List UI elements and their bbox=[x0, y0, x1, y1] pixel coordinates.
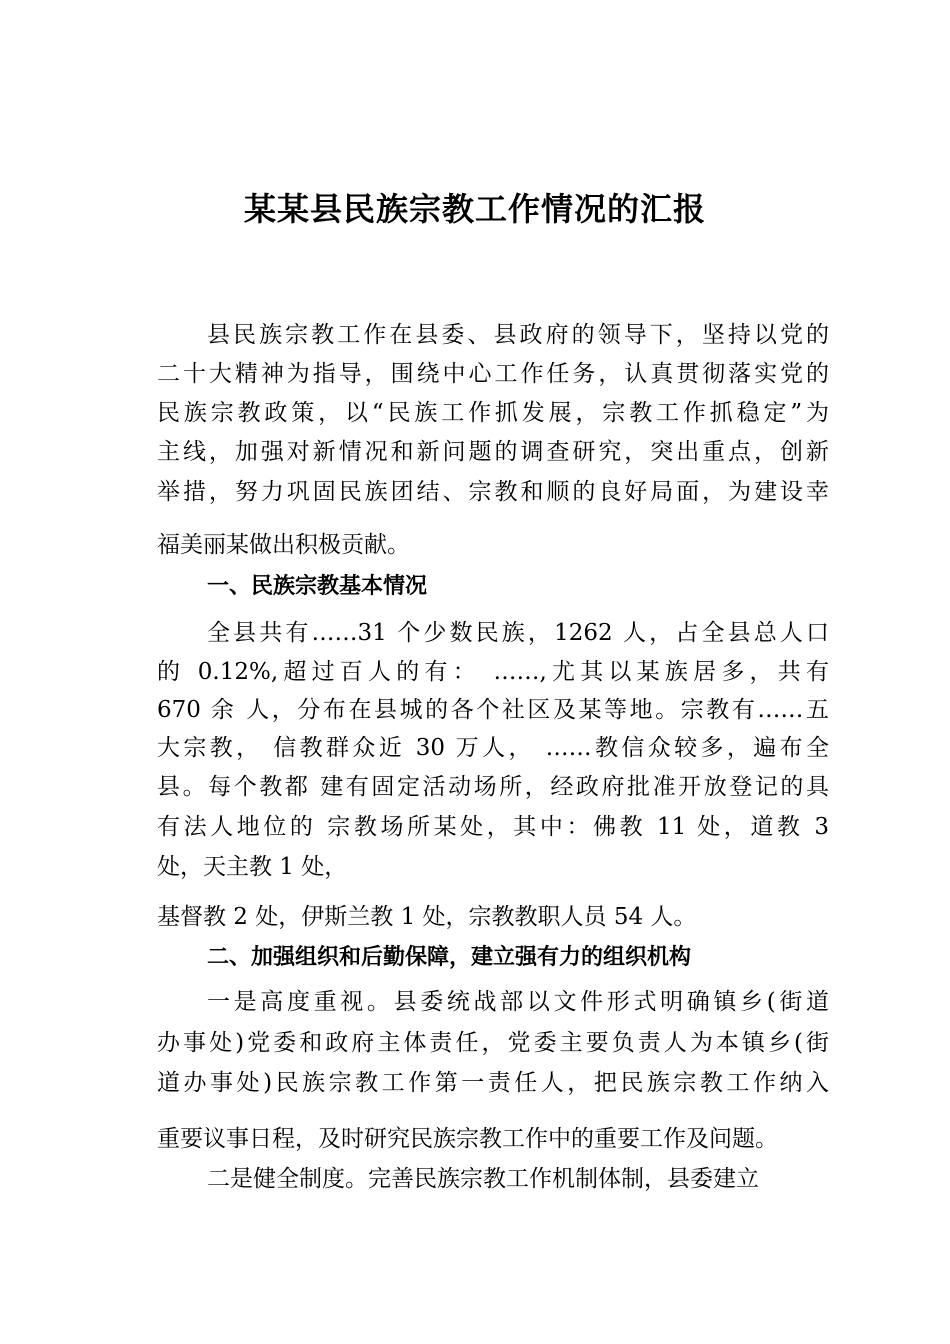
intro-line-5: 举措，努力巩固民族团结、宗教和顺的良好局面，为建设幸 bbox=[157, 479, 829, 505]
intro-line-1: 县民族宗教工作在县委、县政府的领导下，坚持以党的 bbox=[207, 322, 829, 348]
section-2-line-3: 道办事处)民族宗教工作第一责任人，把民族宗教工作纳入 bbox=[157, 1070, 829, 1096]
section-2-line-5: 二是健全制度。完善民族宗教工作机制体制，县委建立 bbox=[207, 1166, 759, 1192]
section-1-line-8: 基督教 2 处，伊斯兰教 1 处，宗教教职人员 54 人。 bbox=[157, 904, 697, 930]
intro-line-3: 民族宗教政策，以“民族工作抓发展，宗教工作抓稳定”为 bbox=[157, 400, 829, 426]
section-2-line-4: 重要议事日程，及时研究民族宗教工作中的重要工作及问题。 bbox=[157, 1126, 778, 1152]
intro-line-4: 主线，加强对新情况和新问题的调查研究，突出重点，创新 bbox=[157, 439, 829, 465]
document-title: 某某县民族宗教工作情况的汇报 bbox=[243, 190, 706, 228]
section-1-line-3: 670 余 人，分布在县城的各个社区及某等地。宗教有……五 bbox=[157, 697, 829, 723]
intro-line-2: 二十大精神为指导，围绕中心工作任务，认真贯彻落实党的 bbox=[157, 361, 829, 387]
section-1-line-6: 有法人地位的 宗教场所某处，其中：佛教 11 处，道教 3 bbox=[157, 814, 829, 840]
section-2-line-2: 办事处)党委和政府主体责任，党委主要负责人为本镇乡(街 bbox=[157, 1030, 829, 1056]
section-1-line-5: 县。每个教都 建有固定活动场所，经政府批准开放登记的具 bbox=[157, 774, 829, 800]
section-2-heading: 二、加强组织和后勤保障，建立强有力的组织机构 bbox=[207, 945, 692, 970]
section-1-line-4: 大宗教， 信教群众近 30 万人， ……教信众较多，遍布全 bbox=[157, 735, 829, 761]
intro-line-6: 福美丽某做出积极贡献。 bbox=[157, 532, 410, 558]
section-1-line-2: 的 0.12%,超过百人的有： ……,尤其以某族居多，共有 bbox=[157, 659, 829, 685]
section-1-heading: 一、民族宗教基本情况 bbox=[207, 574, 428, 599]
section-1-line-1: 全县共有……31 个少数民族，1262 人，占全县总人口 bbox=[207, 620, 829, 646]
section-1-line-7: 处，天主教 1 处， bbox=[157, 854, 348, 880]
section-2-line-1: 一是高度重视。县委统战部以文件形式明确镇乡(街道 bbox=[207, 989, 829, 1015]
